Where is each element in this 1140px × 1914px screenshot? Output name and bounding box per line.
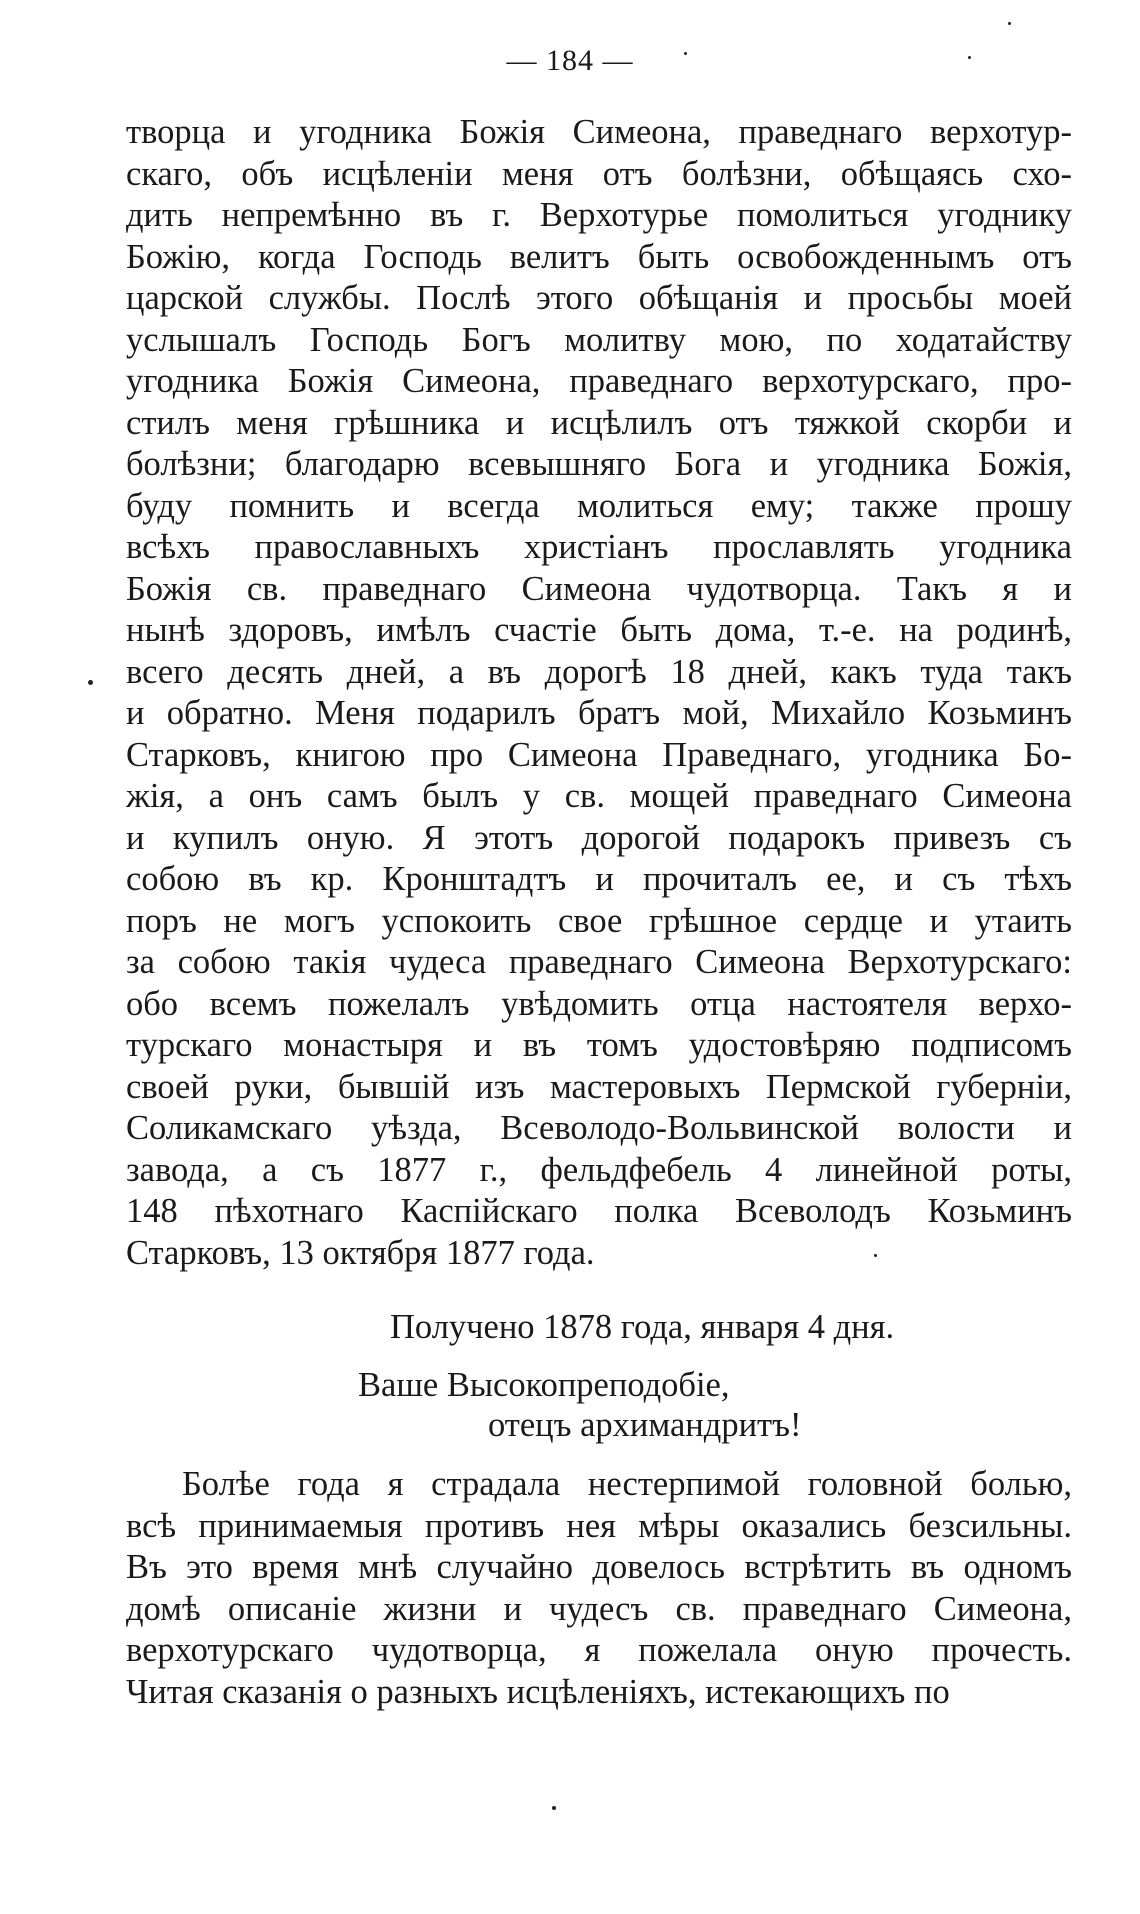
text-line: Болѣе года я страдала нестерпимой головной болью, <box>182 1465 1072 1503</box>
text-line: Старковъ, книгою про Симеона Праведнаго, угодника Бо- <box>126 735 1072 774</box>
text-line: Божію, когда Господь велитъ быть освобожденнымъ отъ <box>126 237 1072 276</box>
letter-2-body <box>126 1464 1072 1713</box>
text-line: стилъ меня грѣшника и исцѣлилъ отъ тяжкой скорби и <box>126 403 1072 442</box>
text-line: поръ не могъ успокоить свое грѣшное сердце и утаить <box>126 901 1072 940</box>
text-line: дить непремѣнно въ г. Верхотурье помолиться угоднику <box>126 196 1072 234</box>
text-line: угодника Божія Симеона, праведнаго верхотурскаго, про- <box>126 362 1072 400</box>
scan-speck <box>968 56 971 59</box>
text-line: царской службы. Послѣ этого обѣщанія и просьбы моей <box>126 279 1072 317</box>
salutation-line-1: Ваше Высокопреподобіе, <box>358 1366 730 1404</box>
text-line: всѣ принимаемыя противъ нея мѣры оказались безсильны. <box>126 1506 1072 1545</box>
text-line: собою въ кр. Кронштадтъ и прочиталъ ее, и съ тѣхъ <box>126 860 1072 898</box>
text-line: Старковъ, 13 октября 1877 года. <box>126 1233 595 1272</box>
text-line: творца и угодника Божія Симеона, праведнаго верхотур- <box>126 113 1072 151</box>
text-line: верхотурскаго чудотворца, я пожелала оную прочесть. <box>126 1631 1072 1669</box>
text-line: и купилъ оную. Я этотъ дорогой подарокъ привезъ съ <box>126 818 1072 857</box>
text-line: за собою такія чудеса праведнаго Симеона Верхотурскаго: <box>126 943 1072 981</box>
text-line: Въ это время мнѣ случайно довелось встрѣтить въ одномъ <box>126 1548 1072 1586</box>
page-number: — 184 — <box>506 44 634 77</box>
scan-speck <box>88 680 93 685</box>
text-line: всего десять дней, а въ дорогѣ 18 дней, какъ туда такъ <box>126 652 1072 691</box>
text-line: буду помнить и всегда молиться ему; также прошу <box>126 486 1072 525</box>
text-line: нынѣ здоровъ, имѣлъ счастіе быть дома, т.-е. на родинѣ, <box>126 611 1072 649</box>
salutation-line-2: отецъ архимандритъ! <box>488 1406 802 1444</box>
scan-speck <box>684 52 687 55</box>
text-line: всѣхъ православныхъ христіанъ прославлять угодника <box>126 528 1072 566</box>
text-line: услышалъ Господь Богъ молитву мою, по ходатайству <box>126 320 1072 359</box>
scan-speck <box>1008 22 1011 25</box>
text-line: жія, а онъ самъ былъ у св. мощей праведнаго Симеона <box>126 777 1072 815</box>
text-line: Читая сказанія о разныхъ исцѣленіяхъ, истекающихъ по <box>126 1672 950 1711</box>
text-line: обо всемъ пожелалъ увѣдомить отца настоятеля верхо- <box>126 984 1072 1023</box>
text-line: завода, а съ 1877 г., фельдфебель 4 линейной роты, <box>126 1150 1072 1189</box>
text-line: своей руки, бывшій изъ мастеровыхъ Пермской губерніи, <box>126 1067 1072 1106</box>
text-line: домѣ описаніе жизни и чудесъ св. праведнаго Симеона, <box>126 1589 1072 1628</box>
letter-1-body <box>126 112 1072 1274</box>
text-line: и обратно. Меня подарилъ братъ мой, Михайло Козьминъ <box>126 694 1072 732</box>
received-date-line: Получено 1878 года, января 4 дня. <box>390 1308 895 1346</box>
scan-speck <box>874 1254 877 1257</box>
text-line: турскаго монастыря и въ томъ удостовѣряю подписомъ <box>126 1026 1072 1064</box>
text-line: болѣзни; благодарю всевышняго Бога и угодника Божія, <box>126 445 1072 483</box>
text-line: скаго, объ исцѣленіи меня отъ болѣзни, обѣщаясь схо- <box>126 154 1072 193</box>
text-line: Соликамскаго уѣзда, Всеволодо-Вольвинской волости и <box>126 1109 1072 1147</box>
scan-speck <box>552 1806 556 1810</box>
text-line: Божія св. праведнаго Симеона чудотворца. Такъ я и <box>126 569 1072 608</box>
text-line: 148 пѣхотнаго Каспійскаго полка Всеволодъ Козьминъ <box>126 1192 1072 1230</box>
